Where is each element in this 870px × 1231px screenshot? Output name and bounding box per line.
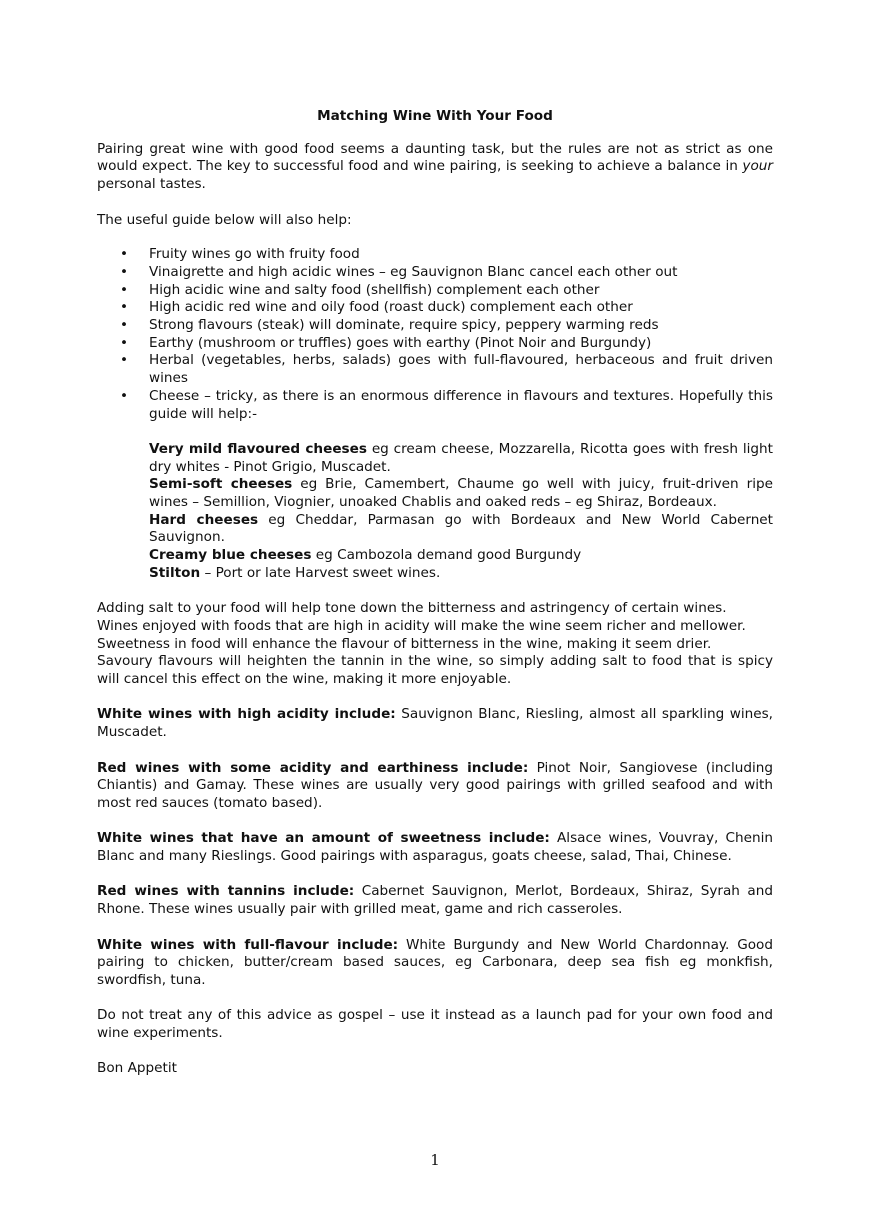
- cheese-name: Creamy blue cheeses: [149, 547, 312, 564]
- wine-group-paragraph: [97, 830, 773, 865]
- wine-group-paragraph: [97, 883, 773, 918]
- intro-emphasis: your: [742, 158, 773, 175]
- cheese-name: Very mild flavoured cheeses: [149, 440, 367, 457]
- tips-block: [97, 600, 773, 689]
- bullet-text: Fruity wines go with fruity food: [149, 246, 360, 263]
- bullet-text: Earthy (mushroom or truffles) goes with earthy (Pinot Noir and Burgundy): [149, 334, 652, 351]
- cheese-entry: [149, 441, 773, 476]
- page-number: 1: [430, 1151, 440, 1169]
- wine-group-paragraph: [97, 760, 773, 813]
- signoff: Bon Appetit: [97, 1060, 177, 1077]
- bullet-marker: •: [120, 246, 129, 263]
- cheese-entry: [149, 512, 773, 547]
- intro-paragraph: [97, 141, 773, 194]
- cheese-entry: [149, 476, 773, 511]
- cheese-name: Hard cheeses: [149, 511, 259, 528]
- bullet-item: [97, 246, 773, 264]
- cheese-text: eg Brie, Camembert, Chaume go well with juicy, fruit-driven ripe wines – Semillion, Viognier, unoaked Chablis and oaked reds – eg Shiraz, Bordeaux.: [149, 476, 773, 511]
- bullet-text: High acidic wine and salty food (shellfish) complement each other: [149, 281, 600, 298]
- bullet-text: Strong flavours (steak) will dominate, require spicy, peppery warming reds: [149, 317, 659, 334]
- cheese-text: eg cream cheese, Mozzarella, Ricotta goes with fresh light dry whites - Pinot Grigio, Muscadet.: [149, 440, 773, 475]
- cheese-entry: [149, 565, 773, 583]
- guide-bullet-list: [97, 246, 773, 423]
- wine-group-text: Cabernet Sauvignon, Merlot, Bordeaux, Shiraz, Syrah and Rhone. These wines usually pair with grilled meat, game and rich casseroles.: [97, 883, 773, 918]
- wine-group-heading: White wines with high acidity include:: [97, 706, 396, 723]
- intro-text-end: personal tastes.: [97, 176, 206, 193]
- tip-line: Sweetness in food will enhance the flavour of bitterness in the wine, making it seem drier.: [97, 635, 712, 652]
- document-page: [97, 108, 773, 1078]
- tip-line: Adding salt to your food will help tone down the bitterness and astringency of certain wines.: [97, 600, 727, 617]
- bullet-text: Cheese – tricky, as there is an enormous difference in flavours and textures. Hopefully this guide will help:-: [149, 387, 773, 422]
- wine-group-paragraph: [97, 937, 773, 990]
- bullet-marker: •: [120, 263, 129, 280]
- wine-group-text: Pinot Noir, Sangiovese (including Chiantis) and Gamay. These wines are usually very good pairings with grilled seafood and with most red sauces (tomato based).: [97, 759, 773, 811]
- tip-line: Wines enjoyed with foods that are high in acidity will make the wine seem richer and mellower.: [97, 617, 746, 634]
- bullet-marker: •: [120, 387, 129, 404]
- wine-group-text: Sauvignon Blanc, Riesling, almost all sparkling wines, Muscadet.: [97, 706, 773, 741]
- bullet-item: [97, 264, 773, 282]
- closing-paragraph: Do not treat any of this advice as gospel – use it instead as a launch pad for your own food and wine experiments.: [97, 1007, 773, 1042]
- bullet-text: Vinaigrette and high acidic wines – eg Sauvignon Blanc cancel each other out: [149, 263, 678, 280]
- bullet-item: [97, 317, 773, 335]
- cheese-entry: [149, 547, 773, 565]
- wine-group-paragraph: [97, 706, 773, 741]
- cheese-name: Stilton: [149, 564, 201, 581]
- cheese-name: Semi-soft cheeses: [149, 476, 293, 493]
- wine-group-heading: Red wines with some acidity and earthiness include:: [97, 759, 529, 776]
- wine-group-heading: White wines with full-flavour include:: [97, 936, 399, 953]
- bullet-text: Herbal (vegetables, herbs, salads) goes with full-flavoured, herbaceous and fruit driven wines: [149, 352, 773, 387]
- bullet-marker: •: [120, 299, 129, 316]
- cheese-text: eg Cheddar, Parmasan go with Bordeaux and New World Cabernet Sauvignon.: [149, 511, 774, 546]
- cheese-text: eg Cambozola demand good Burgundy: [311, 547, 582, 564]
- cheese-text: – Port or late Harvest sweet wines.: [200, 564, 441, 581]
- wine-group-heading: Red wines with tannins include:: [97, 883, 355, 900]
- bullet-marker: •: [120, 281, 129, 298]
- cheese-guide: [149, 441, 773, 583]
- bullet-item: [97, 299, 773, 317]
- tip-line: Savoury flavours will heighten the tannin in the wine, so simply adding salt to food that is spicy will cancel this effect on the wine, making it more enjoyable.: [97, 653, 773, 688]
- bullet-item: [97, 352, 773, 387]
- wine-group-heading: White wines that have an amount of sweetness include:: [97, 830, 550, 847]
- intro-text-start: Pairing great wine with good food seems a daunting task, but the rules are not as strict as one would expect. The key to successful food and wine pairing, is seeking to achieve a balance in: [97, 140, 773, 175]
- wine-group-text: White Burgundy and New World Chardonnay. Good pairing to chicken, butter/cream based sauces, eg Carbonara, deep sea fish eg monkfish, swordfish, tuna.: [97, 936, 773, 988]
- bullet-marker: •: [120, 317, 129, 334]
- bullet-text: High acidic red wine and oily food (roast duck) complement each other: [149, 299, 633, 316]
- bullet-item: [97, 388, 773, 423]
- document-title: Matching Wine With Your Food: [317, 108, 553, 124]
- guide-intro: The useful guide below will also help:: [97, 211, 352, 228]
- wine-group-text: Alsace wines, Vouvray, Chenin Blanc and many Rieslings. Good pairings with asparagus, goats cheese, salad, Thai, Chinese.: [97, 830, 773, 865]
- bullet-item: [97, 335, 773, 353]
- bullet-marker: •: [120, 334, 129, 351]
- bullet-marker: •: [120, 352, 129, 369]
- bullet-item: [97, 282, 773, 300]
